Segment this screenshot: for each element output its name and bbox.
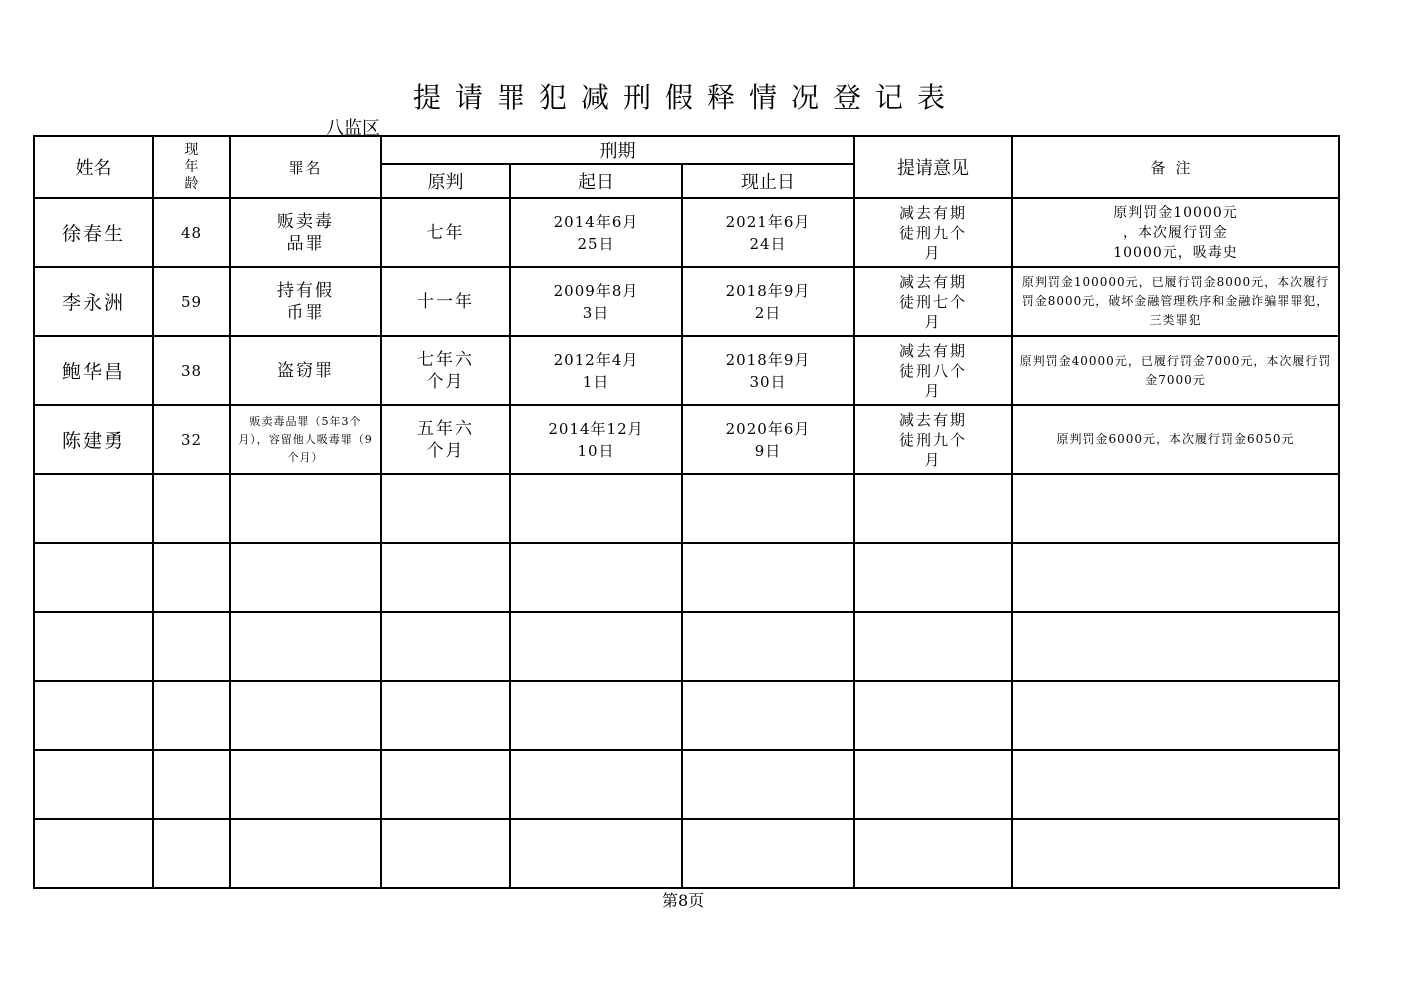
header-opinion: 提请意见 xyxy=(854,136,1012,198)
empty-cell xyxy=(381,543,510,612)
cell-name: 李永洲 xyxy=(34,267,153,336)
cell-start: 2014年12月 10日 xyxy=(510,405,682,474)
cell-crime: 持有假 币罪 xyxy=(230,267,381,336)
header-original: 原判 xyxy=(381,164,510,198)
district-label: 八监区 xyxy=(326,118,380,139)
cell-original: 五年六 个月 xyxy=(381,405,510,474)
cell-opinion: 减去有期 徒刑九个 月 xyxy=(854,198,1012,267)
empty-cell xyxy=(854,612,1012,681)
header-note: 备注 xyxy=(1012,136,1339,198)
empty-cell xyxy=(34,543,153,612)
empty-cell xyxy=(1012,750,1339,819)
empty-cell xyxy=(381,474,510,543)
table-row xyxy=(34,198,1339,267)
cell-original: 七年 xyxy=(381,198,510,267)
cell-age: 38 xyxy=(153,336,230,405)
empty-row xyxy=(34,543,1339,612)
empty-cell xyxy=(682,681,854,750)
cell-name: 陈建勇 xyxy=(34,405,153,474)
empty-cell xyxy=(381,750,510,819)
table-row xyxy=(34,405,1339,474)
empty-cell xyxy=(682,612,854,681)
table-row xyxy=(34,336,1339,405)
empty-cell xyxy=(510,474,682,543)
cell-original: 十一年 xyxy=(381,267,510,336)
table-row xyxy=(34,267,1339,336)
header-name: 姓名 xyxy=(34,136,153,198)
cell-crime: 盗窃罪 xyxy=(230,336,381,405)
cell-end: 2018年9月 30日 xyxy=(682,336,854,405)
empty-cell xyxy=(34,819,153,888)
cell-end: 2021年6月 24日 xyxy=(682,198,854,267)
empty-cell xyxy=(682,819,854,888)
cell-opinion: 减去有期 徒刑九个 月 xyxy=(854,405,1012,474)
empty-cell xyxy=(153,681,230,750)
empty-cell xyxy=(1012,543,1339,612)
empty-row xyxy=(34,474,1339,543)
page-number: 第8页 xyxy=(662,891,705,910)
empty-cell xyxy=(34,681,153,750)
empty-cell xyxy=(682,474,854,543)
empty-cell xyxy=(153,474,230,543)
cell-age: 32 xyxy=(153,405,230,474)
empty-row xyxy=(34,750,1339,819)
empty-cell xyxy=(854,681,1012,750)
empty-cell xyxy=(854,819,1012,888)
empty-cell xyxy=(854,750,1012,819)
empty-cell xyxy=(510,750,682,819)
header-term: 刑期 xyxy=(381,136,854,164)
cell-opinion: 减去有期 徒刑八个 月 xyxy=(854,336,1012,405)
empty-cell xyxy=(682,543,854,612)
cell-note: 原判罚金40000元，已履行罚金7000元，本次履行罚金7000元 xyxy=(1012,336,1339,405)
empty-cell xyxy=(230,681,381,750)
cell-crime: 贩卖毒品罪（5年3个月），容留他人吸毒罪（9个月） xyxy=(230,405,381,474)
empty-cell xyxy=(230,543,381,612)
empty-cell xyxy=(230,612,381,681)
empty-row xyxy=(34,681,1339,750)
header-end: 现止日 xyxy=(682,164,854,198)
empty-cell xyxy=(230,750,381,819)
cell-age: 48 xyxy=(153,198,230,267)
empty-cell xyxy=(34,750,153,819)
empty-cell xyxy=(682,750,854,819)
empty-cell xyxy=(381,681,510,750)
register-table xyxy=(33,135,1340,889)
page-title: 提请罪犯减刑假释情况登记表 xyxy=(412,81,959,114)
empty-cell xyxy=(153,750,230,819)
empty-cell xyxy=(34,474,153,543)
cell-start: 2009年8月 3日 xyxy=(510,267,682,336)
cell-age: 59 xyxy=(153,267,230,336)
cell-opinion: 减去有期 徒刑七个 月 xyxy=(854,267,1012,336)
cell-crime: 贩卖毒 品罪 xyxy=(230,198,381,267)
empty-cell xyxy=(510,612,682,681)
cell-note: 原判罚金100000元，已履行罚金8000元，本次履行罚金8000元，破坏金融管理秩序和金融诈骗罪罪犯，三类罪犯 xyxy=(1012,267,1339,336)
empty-cell xyxy=(854,474,1012,543)
cell-start: 2012年4月 1日 xyxy=(510,336,682,405)
empty-cell xyxy=(1012,819,1339,888)
empty-cell xyxy=(854,543,1012,612)
empty-cell xyxy=(1012,612,1339,681)
empty-row xyxy=(34,612,1339,681)
empty-cell xyxy=(381,612,510,681)
empty-cell xyxy=(230,474,381,543)
empty-cell xyxy=(510,543,682,612)
cell-note: 原判罚金10000元 ，本次履行罚金 10000元，吸毒史 xyxy=(1012,198,1339,267)
empty-cell xyxy=(153,819,230,888)
empty-cell xyxy=(34,612,153,681)
empty-cell xyxy=(230,819,381,888)
empty-cell xyxy=(510,819,682,888)
header-age: 现 年 龄 xyxy=(153,136,230,198)
header-crime: 罪名 xyxy=(230,136,381,198)
cell-original: 七年六 个月 xyxy=(381,336,510,405)
cell-name: 徐春生 xyxy=(34,198,153,267)
empty-cell xyxy=(1012,681,1339,750)
empty-cell xyxy=(153,543,230,612)
cell-start: 2014年6月 25日 xyxy=(510,198,682,267)
empty-cell xyxy=(510,681,682,750)
cell-note: 原判罚金6000元，本次履行罚金6050元 xyxy=(1012,405,1339,474)
cell-name: 鲍华昌 xyxy=(34,336,153,405)
cell-end: 2020年6月 9日 xyxy=(682,405,854,474)
header-start: 起日 xyxy=(510,164,682,198)
empty-cell xyxy=(153,612,230,681)
cell-end: 2018年9月 2日 xyxy=(682,267,854,336)
empty-row xyxy=(34,819,1339,888)
empty-cell xyxy=(1012,474,1339,543)
empty-cell xyxy=(381,819,510,888)
